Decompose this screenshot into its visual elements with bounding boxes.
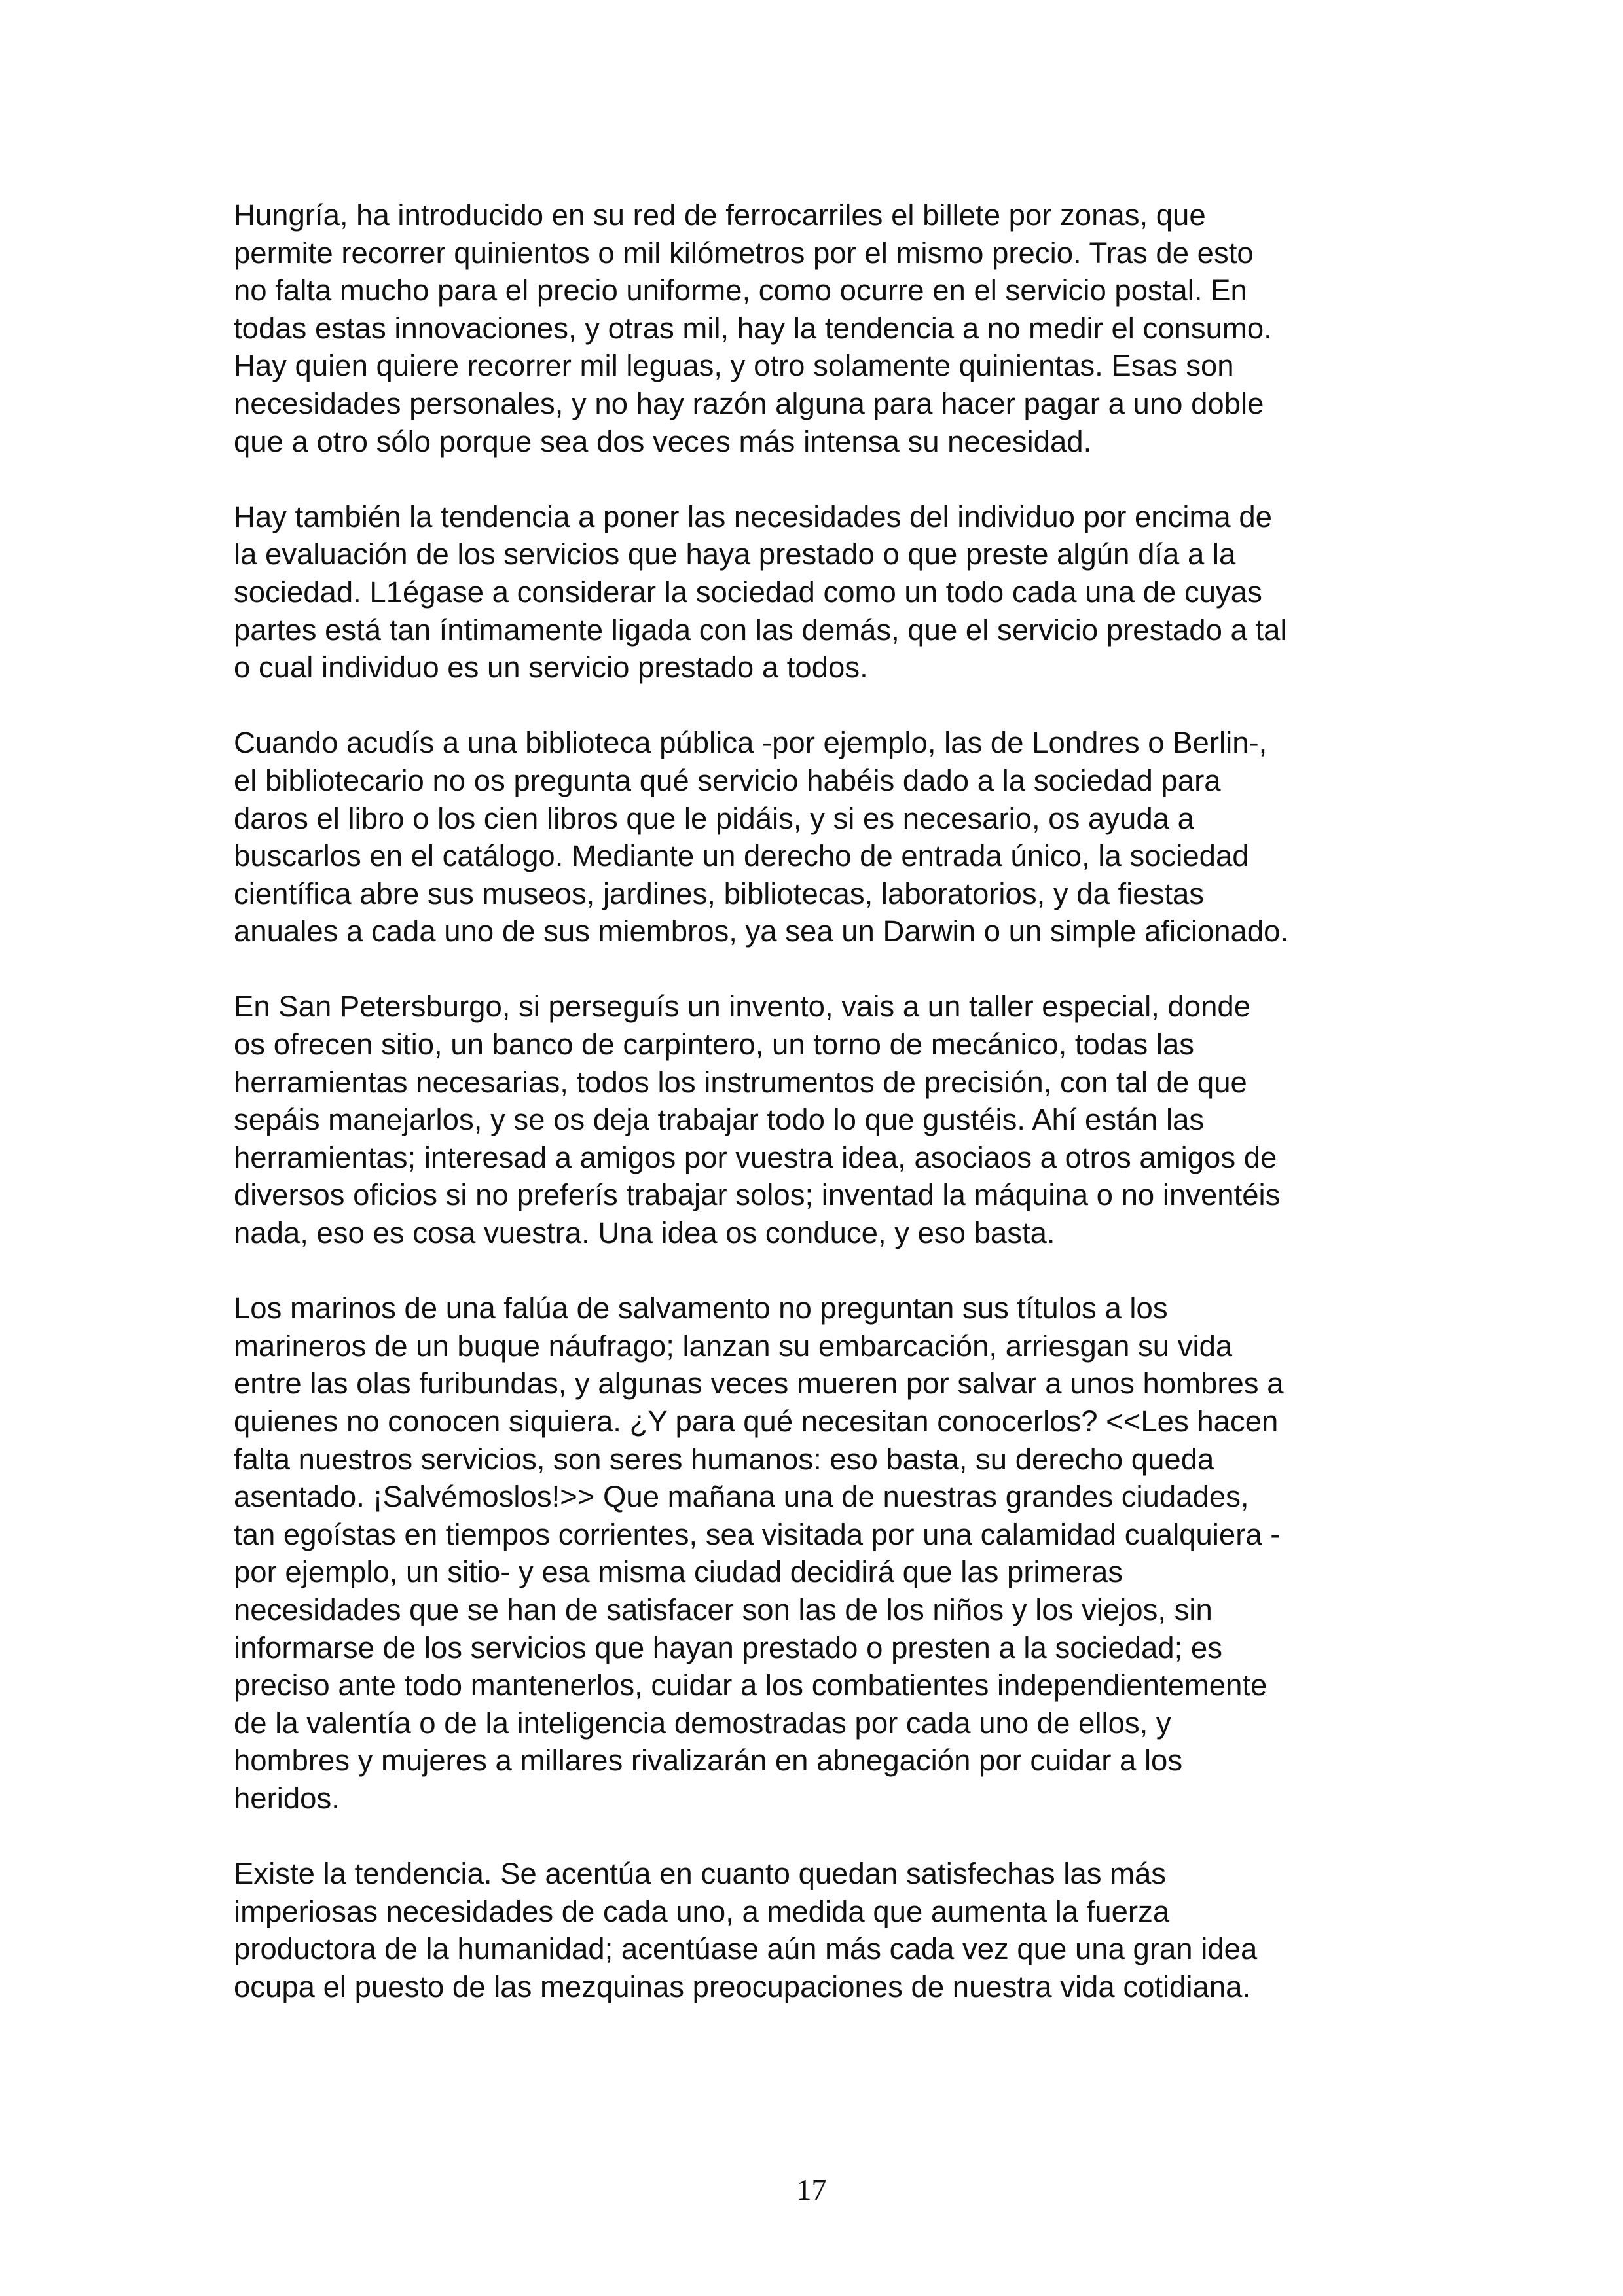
paragraph-6: Existe la tendencia. Se acentúa en cuanto quedan satisfechas las más imperiosas necesidades de cada uno, a medida que aumenta la fuerza productora de la humanidad; acentúase aún más cada vez que una gran idea ocupa el puesto de las mezquinas preocupaciones de nuestra vida cotidiana. (234, 1857, 1258, 2003)
paragraph-5: Los marinos de una falúa de salvamento no preguntan sus títulos a los marineros de un buque náufrago; lanzan su embarcación, arriesgan su vida entre las olas furibundas, y algunas veces mueren por salvar a unos hombres a quienes no conocen siquiera. ¿Y para qué necesitan conocerlos? <<Les hacen falta nuestros servicios, son seres humanos: eso basta, su derecho queda asentado. ¡Salvémoslos!>> Que mañana una de nuestras grandes ciudades, tan egoístas en tiempos corrientes, sea visitada por una calamidad cualquiera - por ejemplo, un sitio- y esa misma ciudad decidirá que las primeras necesidades que se han de satisfacer son las de los niños y los viejos, sin informarse de los servicios que hayan prestado o presten a la sociedad; es preciso ante todo mantenerlos, cuidar a los combatientes independientemente de la valentía o de la inteligencia demostradas por cada uno de ellos, y hombres y mujeres a millares rivalizarán en abnegación por cuidar a los heridos. (234, 1291, 1284, 1815)
page-number: 17 (796, 2173, 827, 2206)
paragraph-3: Cuando acudís a una biblioteca pública -por ejemplo, las de Londres o Berlin-, el bibliotecario no os pregunta qué servicio habéis dado a la sociedad para daros el libro o los cien libros que le pidáis, y si es necesario, os ayuda a buscarlos en el catálogo. Mediante un derecho de entrada único, la sociedad científica abre sus museos, jardines, bibliotecas, laboratorios, y da fiestas anuales a cada uno de sus miembros, ya sea un Darwin o un simple aficionado. (234, 726, 1289, 948)
paragraph-4: En San Petersburgo, si perseguís un invento, vais a un taller especial, donde os ofrecen sitio, un banco de carpintero, un torno de mecánico, todas las herramientas necesarias, todos los instrumentos de precisión, con tal de que sepáis manejarlos, y se os deja trabajar todo lo que gustéis. Ahí están las herramientas; interesad a amigos por vuestra idea, asociaos a otros amigos de diversos oficios si no preferís trabajar solos; inventad la máquina o no inventéis nada, eso es cosa vuestra. Una idea os conduce, y eso basta. (234, 990, 1281, 1250)
body-text (234, 196, 1412, 2043)
paragraph-1: Hungría, ha introducido en su red de ferrocarriles el billete por zonas, que permite recorrer quinientos o mil kilómetros por el mismo precio. Tras de esto no falta mucho para el precio uniforme, como ocurre en el servicio postal. En todas estas innovaciones, y otras mil, hay la tendencia a no medir el consumo. Hay quien quiere recorrer mil leguas, y otro solamente quinientas. Esas son necesidades personales, y no hay razón alguna para hacer pagar a uno doble que a otro sólo porque sea dos veces más intensa su necesidad. (234, 198, 1272, 458)
paragraph-2: Hay también la tendencia a poner las necesidades del individuo por encima de la evaluación de los servicios que haya prestado o que preste algún día a la sociedad. L1égase a considerar la sociedad como un todo cada una de cuyas partes está tan íntimamente ligada con las demás, que el servicio prestado a tal o cual individuo es un servicio prestado a todos. (234, 499, 1287, 685)
